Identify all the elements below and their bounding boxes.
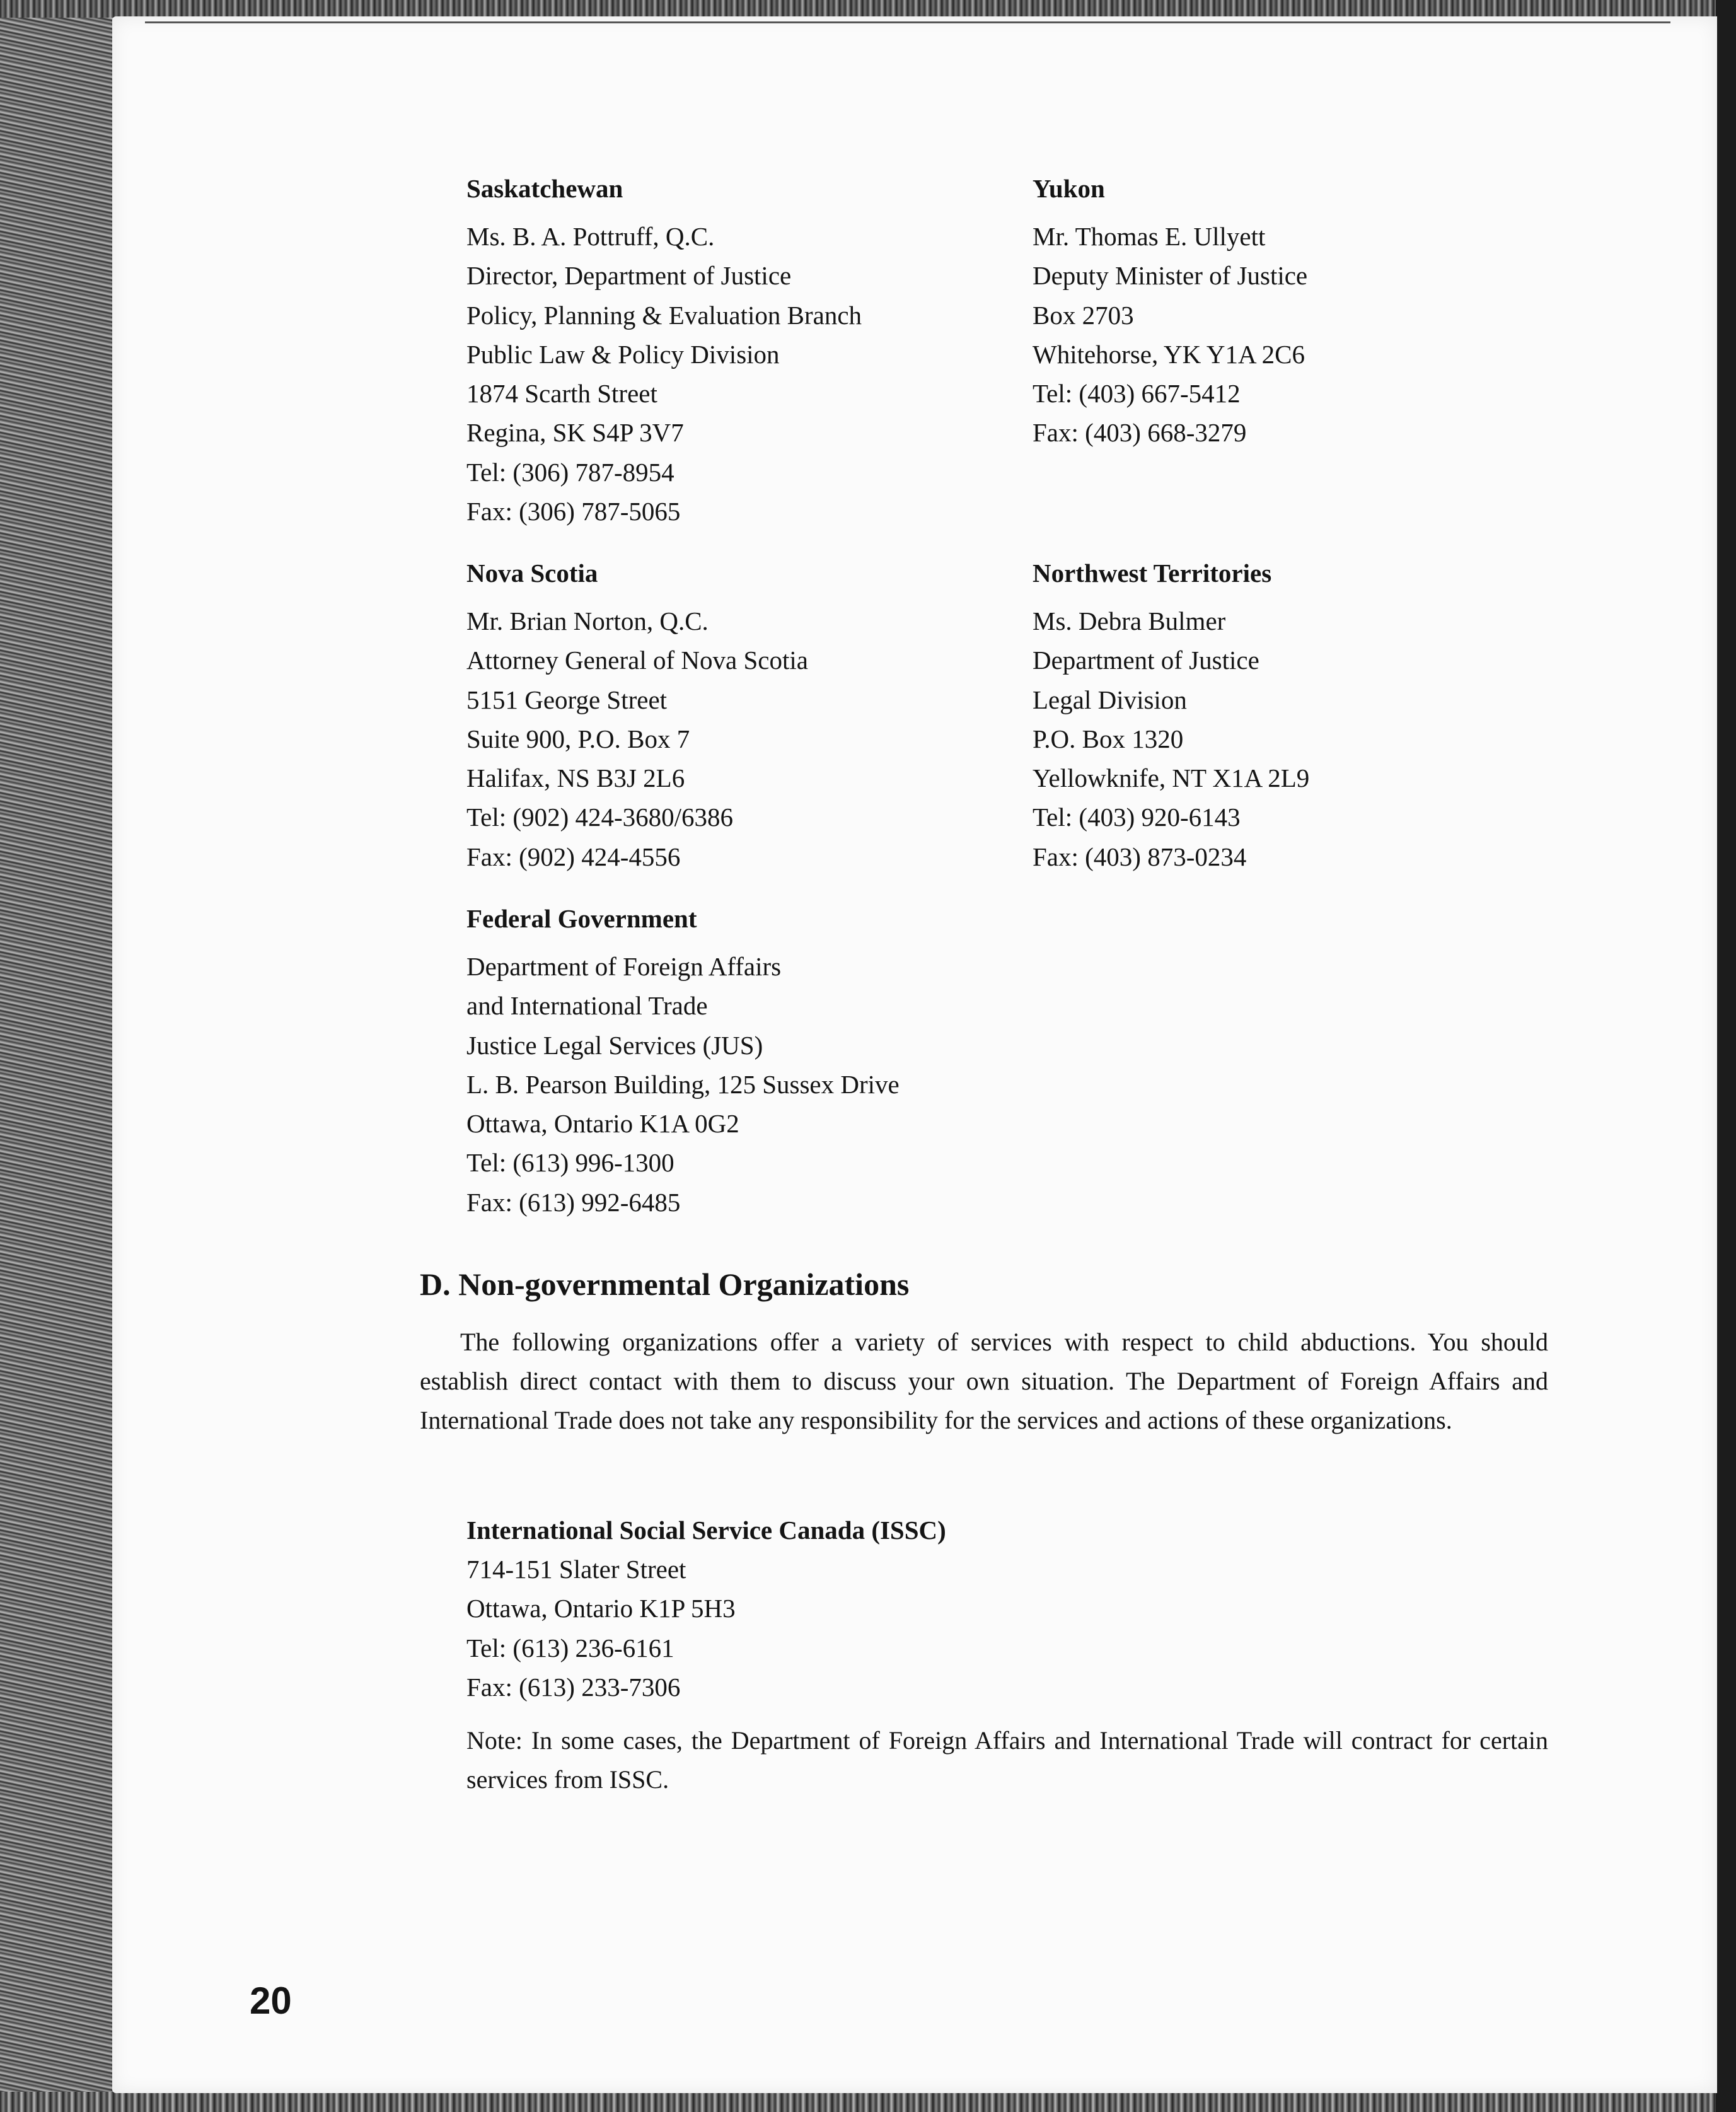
contact-line: Ms. Debra Bulmer — [1033, 606, 1226, 635]
contact-line: Tel: (403) 667-5412 — [1033, 379, 1241, 409]
contact-line: Fax: (613) 992-6485 — [466, 1187, 681, 1217]
section-paragraph: The following organizations offer a variety of services with respect to child abductions. You should establish direct contact with them to discuss your own situation. The Department of Foreign Affairs and International Trade does not take any responsibility for the services and actions of these organizations. — [420, 1328, 1548, 1434]
contact-line: and International Trade — [466, 991, 708, 1021]
contact-yukon — [1033, 169, 1587, 453]
contact-line: Fax: (403) 873-0234 — [1033, 842, 1247, 871]
contact-line: Justice Legal Services (JUS) — [466, 1030, 763, 1060]
contact-line: Fax: (902) 424-4556 — [466, 842, 681, 871]
contact-line: Ms. B. A. Pottruff, Q.C. — [466, 222, 715, 251]
scan-border-left — [0, 0, 113, 2112]
contact-line: Public Law & Policy Division — [466, 339, 780, 369]
contact-line: Mr. Thomas E. Ullyett — [1033, 222, 1266, 251]
contact-saskatchewan — [466, 169, 1021, 531]
contact-line: Tel: (403) 920-6143 — [1033, 803, 1241, 832]
contact-line: Legal Division — [1033, 685, 1187, 714]
contact-line: Department of Justice — [1033, 646, 1259, 675]
contact-heading: Northwest Territories — [1033, 559, 1272, 588]
contact-line: Tel: (902) 424-3680/6386 — [466, 803, 734, 832]
contact-line: L. B. Pearson Building, 125 Sussex Drive — [466, 1069, 900, 1099]
contact-line: Department of Foreign Affairs — [466, 952, 782, 981]
scan-border-bottom — [0, 2092, 1736, 2112]
contact-line: 1874 Scarth Street — [466, 379, 657, 409]
contact-line: Director, Department of Justice — [466, 261, 792, 291]
top-rule — [145, 21, 1670, 23]
contact-line: Fax: (403) 668-3279 — [1033, 418, 1247, 448]
page-number: 20 — [250, 1980, 292, 2022]
contact-line: Fax: (306) 787-5065 — [466, 497, 681, 526]
contact-heading: Yukon — [1033, 174, 1105, 203]
contact-line: Fax: (613) 233-7306 — [466, 1672, 681, 1702]
contact-line: Attorney General of Nova Scotia — [466, 646, 808, 675]
contact-line: Halifax, NS B3J 2L6 — [466, 763, 685, 793]
section-title: D. Non-governmental Organizations — [420, 1267, 910, 1302]
scan-border-top — [0, 0, 1736, 18]
contact-line: Box 2703 — [1033, 300, 1134, 330]
contact-issc — [466, 1511, 1160, 1707]
contact-line: Ottawa, Ontario K1P 5H3 — [466, 1594, 736, 1623]
contact-heading: International Social Service Canada (ISSC) — [466, 1516, 946, 1545]
contact-heading: Federal Government — [466, 904, 697, 933]
contact-line: Policy, Planning & Evaluation Branch — [466, 300, 862, 330]
contact-federal-government — [466, 899, 1021, 1222]
contact-northwest-territories — [1033, 554, 1587, 876]
contact-line: Suite 900, P.O. Box 7 — [466, 724, 690, 753]
contact-line: Yellowknife, NT X1A 2L9 — [1033, 763, 1310, 793]
contact-nova-scotia — [466, 554, 1021, 876]
contact-line: Tel: (306) 787-8954 — [466, 457, 674, 487]
contact-line: 714-151 Slater Street — [466, 1555, 686, 1584]
contact-heading: Nova Scotia — [466, 559, 598, 588]
scan-border-right — [1716, 0, 1736, 2112]
contact-line: 5151 George Street — [466, 685, 668, 714]
contact-line: Mr. Brian Norton, Q.C. — [466, 606, 709, 635]
contact-line: Whitehorse, YK Y1A 2C6 — [1033, 339, 1305, 369]
contact-line: Ottawa, Ontario K1A 0G2 — [466, 1109, 739, 1139]
contact-line: Tel: (613) 236-6161 — [466, 1633, 674, 1662]
contact-line: Tel: (613) 996-1300 — [466, 1148, 674, 1178]
contact-line: Regina, SK S4P 3V7 — [466, 418, 684, 448]
note-text: Note: In some cases, the Department of Foreign Affairs and International Trade will contract for certain services from ISSC. — [466, 1726, 1548, 1794]
contact-line: Deputy Minister of Justice — [1033, 261, 1308, 291]
contact-heading: Saskatchewan — [466, 174, 623, 203]
contact-line: P.O. Box 1320 — [1033, 724, 1184, 753]
